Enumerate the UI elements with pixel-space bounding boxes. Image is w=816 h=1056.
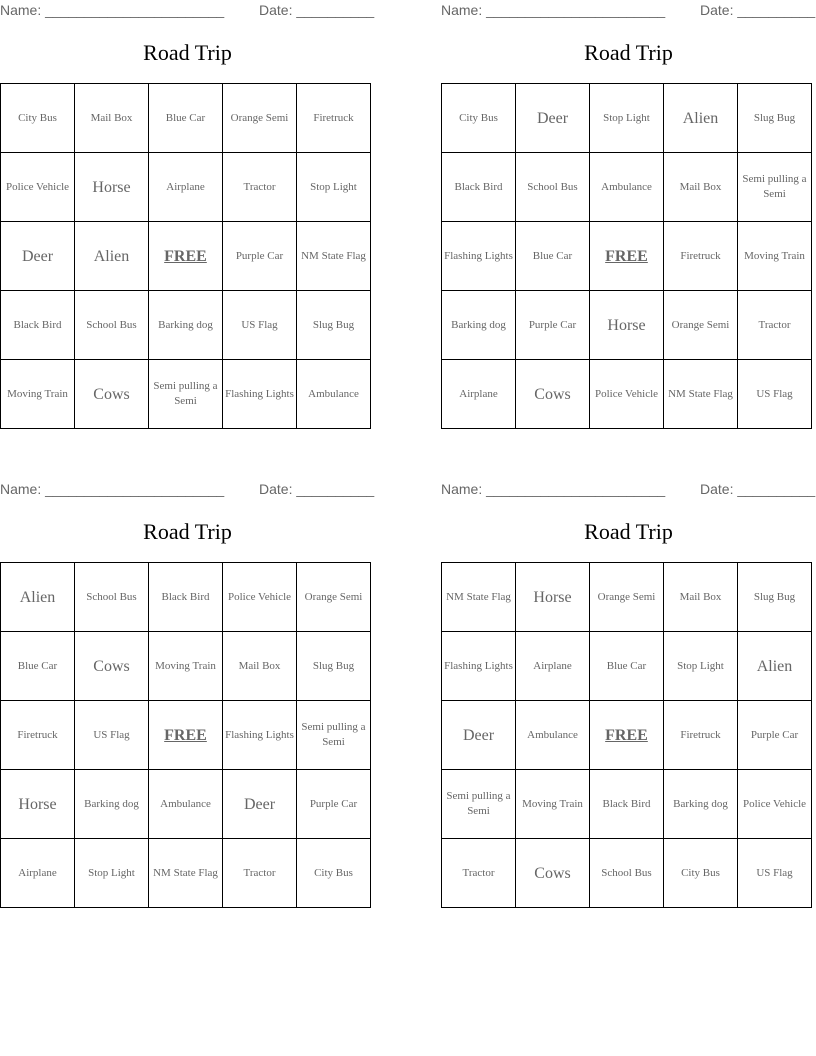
grid-row <box>1 701 371 770</box>
grid-row <box>1 153 371 222</box>
grid-cell: Slug Bug <box>738 84 812 153</box>
bingo-grid <box>441 562 812 908</box>
grid-row <box>442 84 812 153</box>
grid-cell: Barking dog <box>75 770 149 839</box>
grid-cell: Semi pulling a Semi <box>738 153 812 222</box>
name-field-label: Name: _______________________ <box>441 2 666 18</box>
free-space-cell: FREE <box>149 222 223 291</box>
grid-cell: Slug Bug <box>738 563 812 632</box>
grid-cell: Black Bird <box>1 291 75 360</box>
grid-cell: Semi pulling a Semi <box>149 360 223 429</box>
grid-cell: Alien <box>75 222 149 291</box>
grid-cell: Firetruck <box>664 701 738 770</box>
grid-row <box>1 839 371 908</box>
grid-row <box>1 770 371 839</box>
grid-cell: Purple Car <box>738 701 812 770</box>
grid-cell: Police Vehicle <box>1 153 75 222</box>
date-field-label: Date: __________ <box>259 2 375 18</box>
grid-cell: School Bus <box>590 839 664 908</box>
grid-cell: Firetruck <box>297 84 371 153</box>
grid-row <box>442 360 812 429</box>
grid-cell: Stop Light <box>664 632 738 701</box>
grid-cell: Firetruck <box>1 701 75 770</box>
grid-cell: Horse <box>1 770 75 839</box>
grid-cell: Deer <box>442 701 516 770</box>
grid-cell: Alien <box>738 632 812 701</box>
grid-cell: Deer <box>223 770 297 839</box>
grid-cell: Moving Train <box>1 360 75 429</box>
grid-cell: Mail Box <box>223 632 297 701</box>
grid-cell: Cows <box>75 360 149 429</box>
name-date-row <box>441 0 816 20</box>
card-title: Road Trip <box>584 40 673 65</box>
grid-row <box>442 632 812 701</box>
grid-cell: Stop Light <box>590 84 664 153</box>
grid-cell: Flashing Lights <box>223 360 297 429</box>
grid-cell: Cows <box>516 360 590 429</box>
name-field-label: Name: _______________________ <box>0 2 225 18</box>
grid-cell: City Bus <box>442 84 516 153</box>
date-field-label: Date: __________ <box>700 2 816 18</box>
grid-cell: Moving Train <box>149 632 223 701</box>
grid-cell: Purple Car <box>223 222 297 291</box>
grid-cell: Cows <box>516 839 590 908</box>
grid-cell: US Flag <box>738 360 812 429</box>
grid-cell: School Bus <box>75 291 149 360</box>
bingo-grid <box>441 83 812 429</box>
grid-cell: Flashing Lights <box>442 632 516 701</box>
grid-cell: Mail Box <box>664 153 738 222</box>
grid-row <box>442 770 812 839</box>
grid-cell: Ambulance <box>149 770 223 839</box>
grid-row <box>1 360 371 429</box>
bingo-grid <box>0 562 371 908</box>
grid-cell: Deer <box>1 222 75 291</box>
grid-cell: Black Bird <box>590 770 664 839</box>
grid-cell: Barking dog <box>442 291 516 360</box>
grid-cell: Blue Car <box>590 632 664 701</box>
grid-cell: Slug Bug <box>297 632 371 701</box>
grid-cell: Stop Light <box>75 839 149 908</box>
grid-cell: Alien <box>664 84 738 153</box>
grid-cell: Semi pulling a Semi <box>297 701 371 770</box>
grid-row <box>442 222 812 291</box>
grid-cell: Airplane <box>516 632 590 701</box>
grid-cell: Mail Box <box>75 84 149 153</box>
grid-cell: Police Vehicle <box>223 563 297 632</box>
name-date-row <box>0 0 375 20</box>
grid-cell: NM State Flag <box>664 360 738 429</box>
grid-cell: Barking dog <box>149 291 223 360</box>
name-field-label: Name: _______________________ <box>441 481 666 497</box>
grid-cell: City Bus <box>297 839 371 908</box>
grid-cell: Blue Car <box>516 222 590 291</box>
grid-row <box>1 222 371 291</box>
grid-cell: NM State Flag <box>442 563 516 632</box>
grid-cell: Ambulance <box>516 701 590 770</box>
grid-cell: School Bus <box>75 563 149 632</box>
grid-cell: Purple Car <box>516 291 590 360</box>
grid-cell: Orange Semi <box>223 84 297 153</box>
grid-cell: School Bus <box>516 153 590 222</box>
name-date-row <box>0 479 375 499</box>
date-field-label: Date: __________ <box>259 481 375 497</box>
grid-cell: Horse <box>75 153 149 222</box>
grid-cell: Barking dog <box>664 770 738 839</box>
grid-cell: Ambulance <box>297 360 371 429</box>
grid-cell: Orange Semi <box>297 563 371 632</box>
grid-cell: Mail Box <box>664 563 738 632</box>
grid-cell: Firetruck <box>664 222 738 291</box>
grid-cell: Tractor <box>442 839 516 908</box>
grid-cell: Tractor <box>738 291 812 360</box>
grid-cell: NM State Flag <box>297 222 371 291</box>
grid-row <box>442 153 812 222</box>
grid-cell: US Flag <box>223 291 297 360</box>
grid-cell: Horse <box>590 291 664 360</box>
grid-row <box>442 701 812 770</box>
date-field-label: Date: __________ <box>700 481 816 497</box>
grid-cell: Orange Semi <box>664 291 738 360</box>
grid-cell: Tractor <box>223 153 297 222</box>
grid-cell: Orange Semi <box>590 563 664 632</box>
grid-cell: Airplane <box>1 839 75 908</box>
grid-row <box>1 291 371 360</box>
grid-cell: Cows <box>75 632 149 701</box>
grid-cell: Horse <box>516 563 590 632</box>
free-space-cell: FREE <box>590 701 664 770</box>
card-title: Road Trip <box>143 40 232 65</box>
grid-cell: Alien <box>1 563 75 632</box>
grid-cell: Deer <box>516 84 590 153</box>
grid-cell: Police Vehicle <box>738 770 812 839</box>
grid-row <box>1 632 371 701</box>
grid-cell: Moving Train <box>516 770 590 839</box>
name-field-label: Name: _______________________ <box>0 481 225 497</box>
grid-cell: City Bus <box>1 84 75 153</box>
grid-cell: US Flag <box>75 701 149 770</box>
free-space-cell: FREE <box>590 222 664 291</box>
grid-cell: Police Vehicle <box>590 360 664 429</box>
grid-cell: Stop Light <box>297 153 371 222</box>
grid-cell: Blue Car <box>1 632 75 701</box>
grid-cell: Flashing Lights <box>442 222 516 291</box>
free-space-cell: FREE <box>149 701 223 770</box>
card-title: Road Trip <box>584 519 673 544</box>
grid-cell: US Flag <box>738 839 812 908</box>
card-title: Road Trip <box>143 519 232 544</box>
grid-row <box>442 839 812 908</box>
grid-cell: Flashing Lights <box>223 701 297 770</box>
grid-cell: Purple Car <box>297 770 371 839</box>
grid-cell: Black Bird <box>149 563 223 632</box>
grid-cell: Tractor <box>223 839 297 908</box>
grid-cell: Airplane <box>442 360 516 429</box>
grid-cell: City Bus <box>664 839 738 908</box>
grid-cell: Semi pulling a Semi <box>442 770 516 839</box>
grid-row <box>442 291 812 360</box>
grid-cell: Slug Bug <box>297 291 371 360</box>
bingo-grid <box>0 83 371 429</box>
grid-cell: Moving Train <box>738 222 812 291</box>
name-date-row <box>441 479 816 499</box>
grid-cell: Blue Car <box>149 84 223 153</box>
grid-cell: Black Bird <box>442 153 516 222</box>
grid-row <box>1 563 371 632</box>
grid-cell: NM State Flag <box>149 839 223 908</box>
grid-row <box>1 84 371 153</box>
grid-cell: Airplane <box>149 153 223 222</box>
grid-cell: Ambulance <box>590 153 664 222</box>
grid-row <box>442 563 812 632</box>
